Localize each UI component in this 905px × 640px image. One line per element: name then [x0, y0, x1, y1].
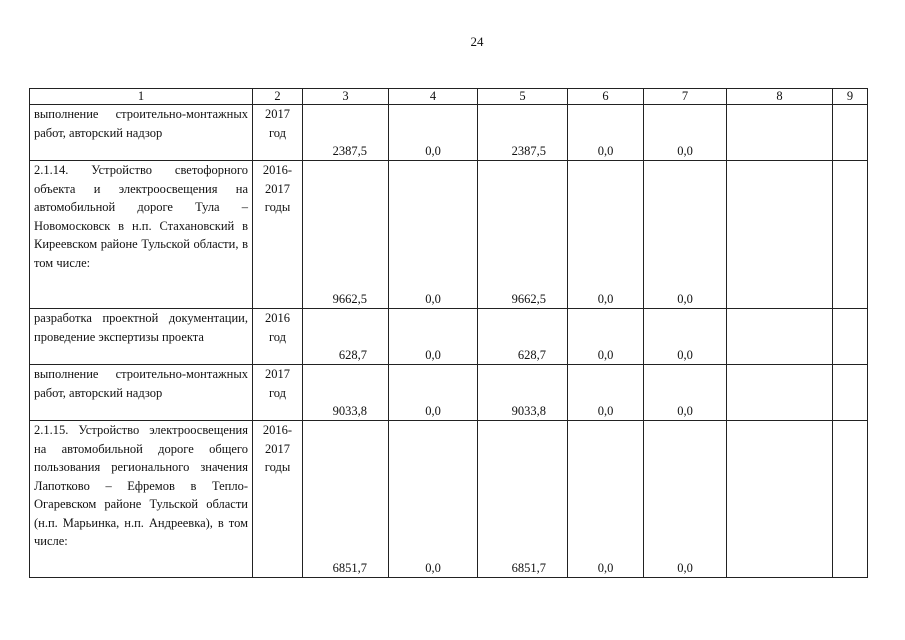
value-cell-6: 0,0 [568, 309, 644, 365]
column-header: 4 [389, 89, 478, 105]
period-cell: 2017 год [253, 365, 303, 421]
value-cell-6: 0,0 [568, 161, 644, 309]
value-cell-4: 0,0 [389, 309, 478, 365]
value-cell-9 [833, 105, 868, 161]
table-row [30, 365, 868, 421]
work-name-cell: 2.1.14. Устройство светофорного объекта и электроосвещения на автомобильной дороге Тула – Новомосковск в н.п. Стахановский в Киреевском районе Тульской области, в том числе: [30, 161, 253, 309]
value-cell-4: 0,0 [389, 421, 478, 578]
value-cell-6: 0,0 [568, 105, 644, 161]
column-header: 6 [568, 89, 644, 105]
period-cell: 2016-2017 годы [253, 161, 303, 309]
value-cell-6: 0,0 [568, 365, 644, 421]
value-cell-7: 0,0 [644, 105, 727, 161]
value-cell-7: 0,0 [644, 309, 727, 365]
value-cell-3: 9033,8 [303, 365, 389, 421]
value-cell-8 [727, 421, 833, 578]
value-cell-9 [833, 421, 868, 578]
column-header: 8 [727, 89, 833, 105]
value-cell-8 [727, 105, 833, 161]
value-cell-7: 0,0 [644, 365, 727, 421]
period-cell: 2016-2017 годы [253, 421, 303, 578]
value-cell-3: 2387,5 [303, 105, 389, 161]
value-cell-5: 9662,5 [478, 161, 568, 309]
value-cell-3: 9662,5 [303, 161, 389, 309]
value-cell-6: 0,0 [568, 421, 644, 578]
column-header: 3 [303, 89, 389, 105]
value-cell-5: 2387,5 [478, 105, 568, 161]
column-header: 1 [30, 89, 253, 105]
column-header: 2 [253, 89, 303, 105]
value-cell-5: 6851,7 [478, 421, 568, 578]
value-cell-9 [833, 365, 868, 421]
work-name-cell: выполнение строительно-монтажных работ, авторский надзор [30, 365, 253, 421]
work-name-cell: 2.1.15. Устройство электроосвещения на автомобильной дороге общего пользования регионального значения Лапотково – Ефремов в Тепло-Огаревском районе Тульской области (н.п. Марьинка, н.п. Андреевка), в том числе: [30, 421, 253, 578]
period-cell: 2017 год [253, 105, 303, 161]
value-cell-9 [833, 309, 868, 365]
value-cell-4: 0,0 [389, 365, 478, 421]
value-cell-3: 628,7 [303, 309, 389, 365]
value-cell-7: 0,0 [644, 161, 727, 309]
value-cell-9 [833, 161, 868, 309]
work-name-cell: выполнение строительно-монтажных работ, авторский надзор [30, 105, 253, 161]
column-header: 9 [833, 89, 868, 105]
value-cell-7: 0,0 [644, 421, 727, 578]
budget-table [29, 88, 868, 578]
value-cell-8 [727, 365, 833, 421]
column-header: 5 [478, 89, 568, 105]
value-cell-8 [727, 161, 833, 309]
table-row [30, 309, 868, 365]
work-name-cell: разработка проектной документации, проведение экспертизы проекта [30, 309, 253, 365]
value-cell-5: 9033,8 [478, 365, 568, 421]
value-cell-4: 0,0 [389, 161, 478, 309]
column-header: 7 [644, 89, 727, 105]
table-header-row [30, 89, 868, 105]
value-cell-5: 628,7 [478, 309, 568, 365]
table-row [30, 105, 868, 161]
period-cell: 2016 год [253, 309, 303, 365]
value-cell-3: 6851,7 [303, 421, 389, 578]
table-row [30, 161, 868, 309]
value-cell-8 [727, 309, 833, 365]
value-cell-4: 0,0 [389, 105, 478, 161]
table-row [30, 421, 868, 578]
page-number: 24 [470, 34, 484, 49]
